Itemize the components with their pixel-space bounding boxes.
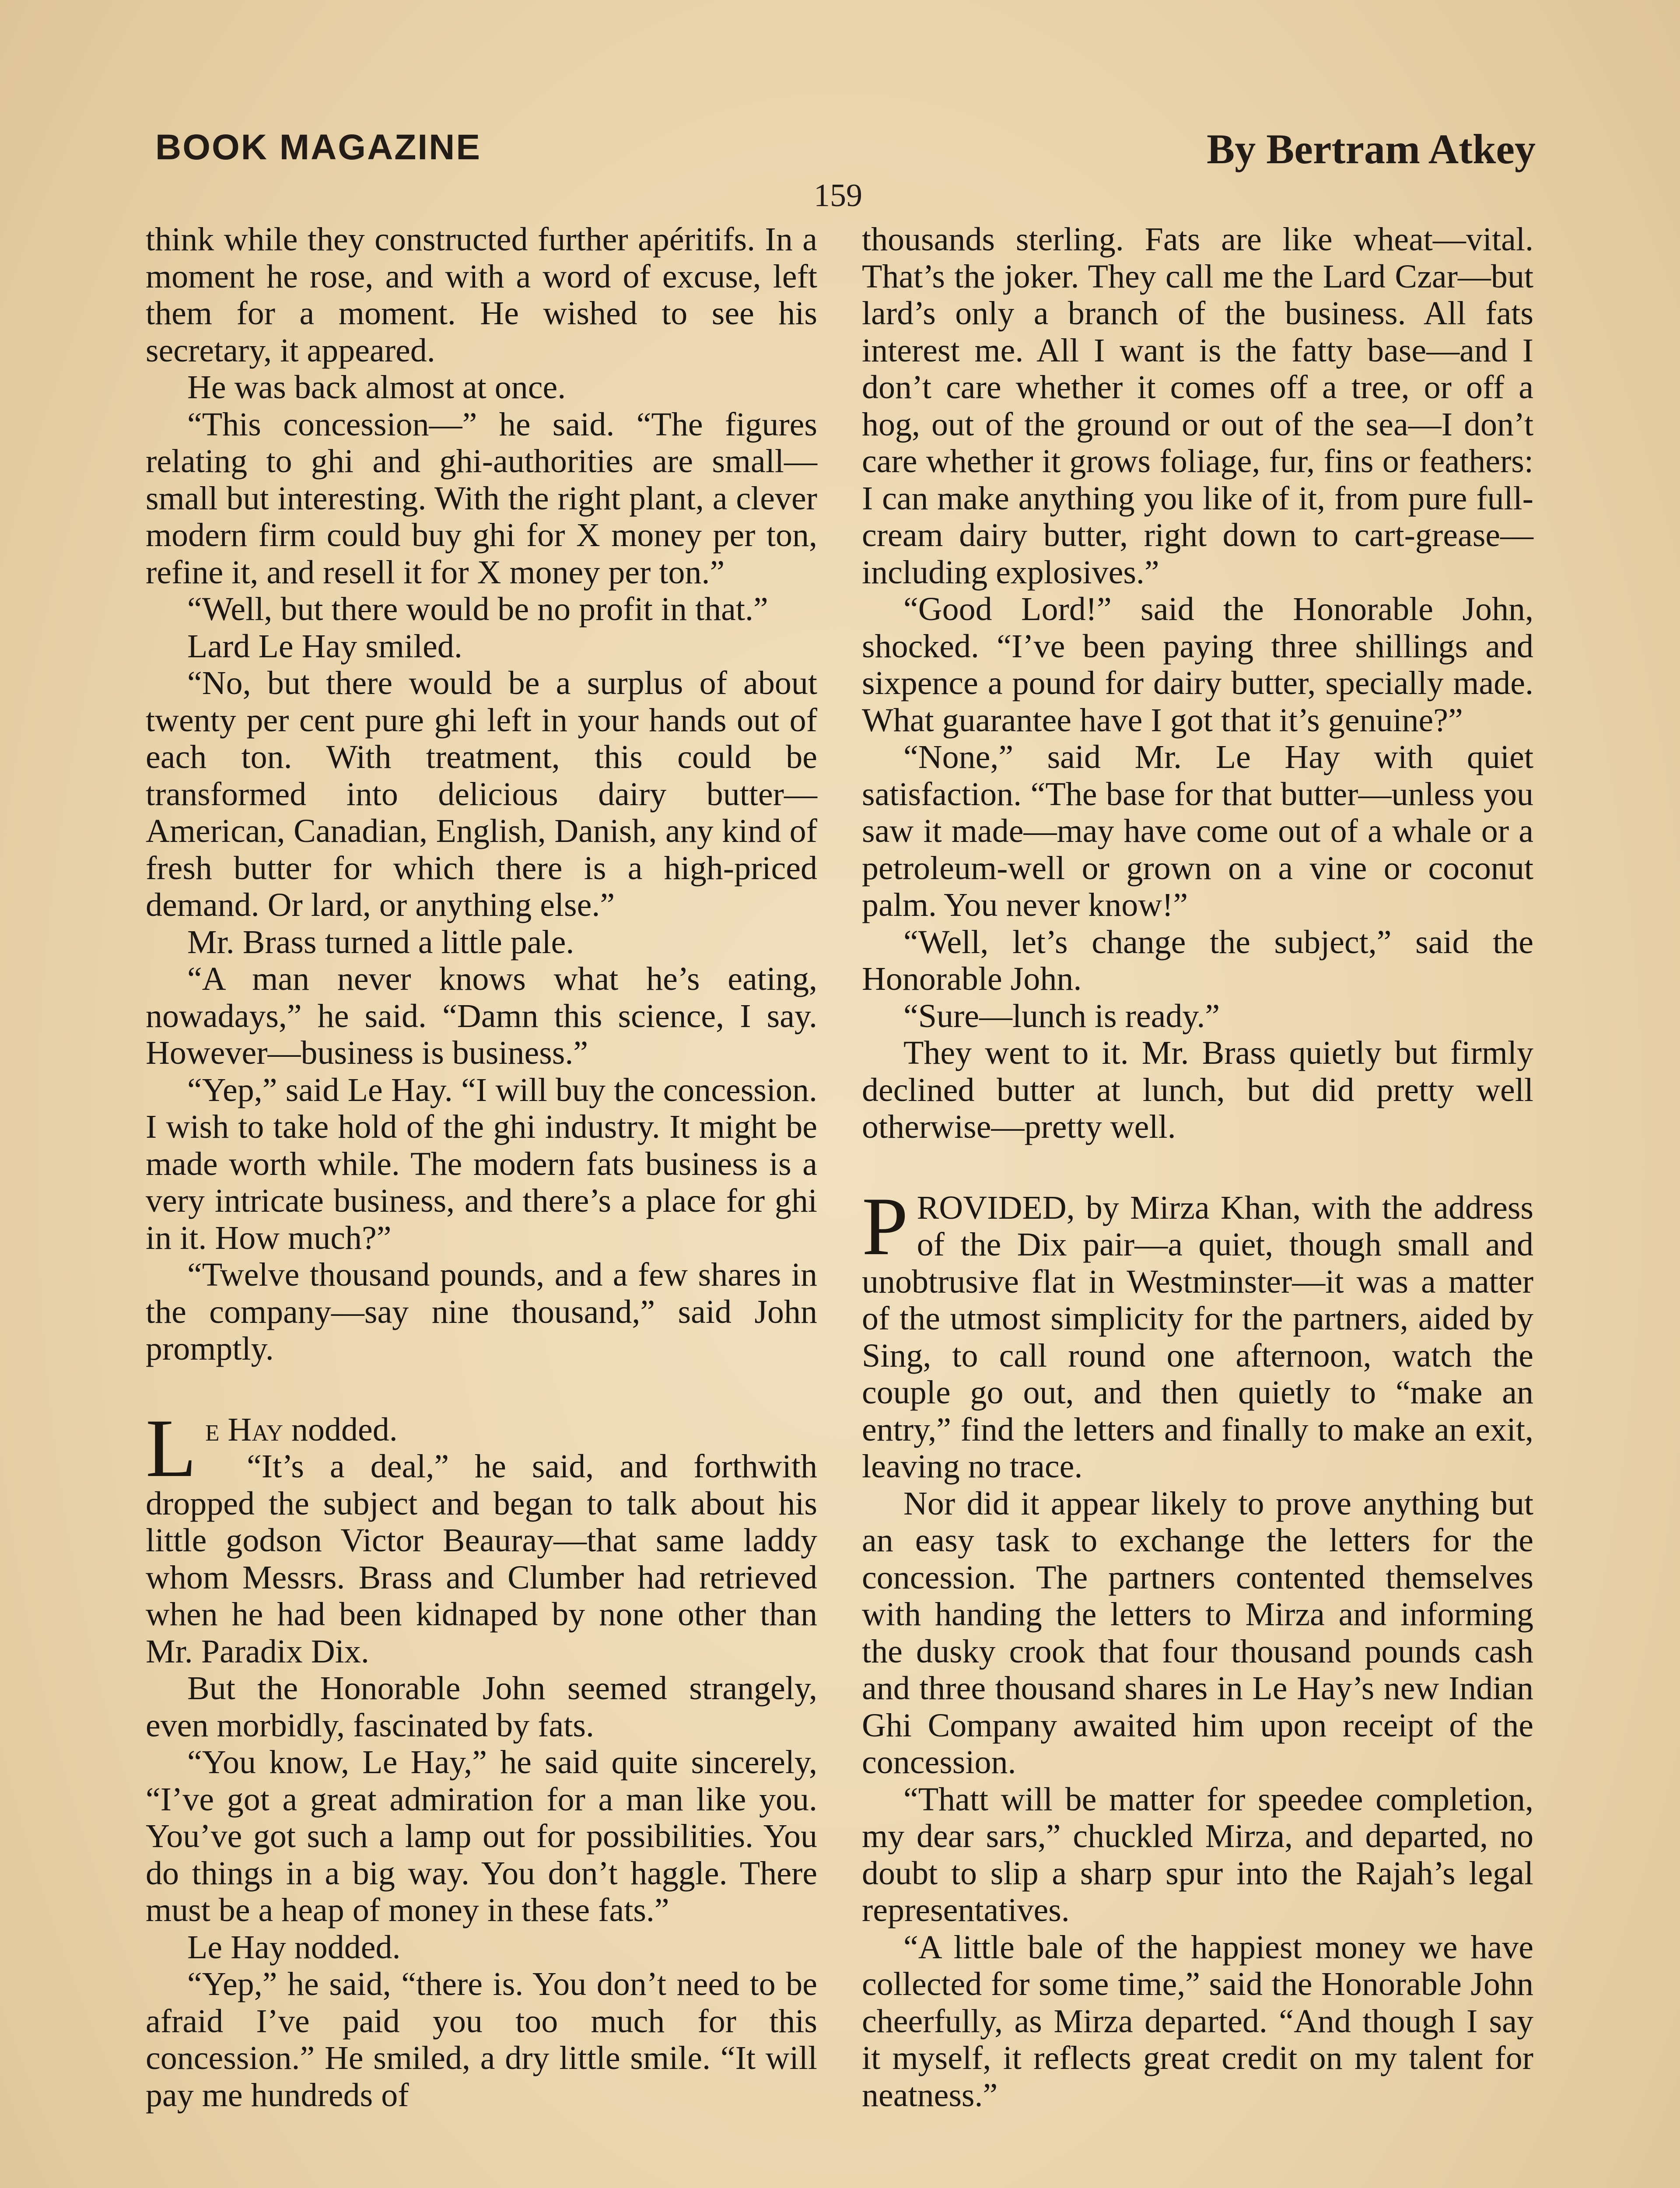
opening-text: nodded. (283, 1411, 398, 1448)
paragraph: “Well, but there would be no profit in that.” (187, 591, 768, 628)
paragraph: Mr. Brass turned a little pale. (187, 923, 574, 961)
drop-cap: P (862, 1180, 908, 1273)
paragraph: They went to it. Mr. Brass quietly but firmly declined butter at lunch, but did pretty well otherwise—pretty well. (862, 1034, 1533, 1145)
section-break (862, 1146, 1533, 1189)
magazine-title: BOOK MAGAZINE (155, 127, 482, 167)
drop-cap: L (146, 1402, 197, 1494)
opening-text: , by Mirza Khan, with the address of the Dix pair—a quiet, though small and unobtrusive flat in Westminster—it was a matter of the utmost simplicity for the partners, aided by Sing, to call round one afternoon, watch the couple go out, and then quietly to “make an entry,” find the letters and finally to make an exit, leaving no trace. (862, 1189, 1533, 1485)
paragraph: “It’s a deal,” he said, and forthwith dropped the subject and began to talk about his little godson Victor Beauray—that same laddy whom Messrs. Brass and Clumber had retrieved when he had been kidnaped by none other than Mr. Paradix Dix. (146, 1448, 817, 1670)
paragraph: “Yep,” said Le Hay. “I will buy the concession. I wish to take hold of the ghi industry. It might be made worth while. The modern fats business is a very intricate business, and there’s a place for ghi in it. How much?” (146, 1071, 817, 1256)
paragraph: But the Honorable John seemed strangely, even morbidly, fascinated by fats. (146, 1670, 817, 1744)
paragraph: thousands sterling. Fats are like wheat—vital. That’s the joker. They call me the Lard Czar—but lard’s only a branch of the business. All fats interest me. All I want is the fatty base—and I don’t care whether it comes off a tree, or off a hog, out of the ground or out of the sea—I don’t care whether it grows foliage, fur, fins or feathers: I can make anything you like of it, from pure full-cream dairy butter, right down to cart-grease—including explosives.” (862, 221, 1533, 591)
page-number: 159 (814, 178, 862, 214)
small-caps-lead: e Hay (205, 1411, 284, 1448)
paragraph: “Yep,” he said, “there is. You don’t need to be afraid I’ve paid you too much for this concession.” He smiled, a dry little smile. “It will pay me hundreds of (146, 1966, 817, 2114)
paragraph: “This concession—” he said. “The figures relating to ghi and ghi-authorities are small—small but interesting. With the right plant, a clever modern firm could buy ghi for X money per ton, refine it, and resell it for X money per ton.” (146, 406, 817, 591)
paragraph: “Well, let’s change the subject,” said the Honorable John. (862, 923, 1533, 997)
paragraph: Lard Le Hay smiled. (187, 628, 462, 665)
paragraph: think while they constructed further apéritifs. In a moment he rose, and with a word of excuse, left them for a moment. He wished to see his secretary, it appeared. (146, 221, 817, 369)
paragraph: “A man never knows what he’s eating, nowadays,” he said. “Damn this science, I say. However—business is business.” (146, 961, 817, 1071)
paragraph: Nor did it appear likely to prove anything but an easy task to exchange the letters for the concession. The partners contented themselves with handing the letters to Mirza and informing the dusky crook that four thousand pounds cash and three thousand shares in Le Hay’s new Indian Ghi Company awaited him upon receipt of the concession. (862, 1485, 1533, 1781)
section-opening (146, 1402, 817, 1494)
paragraph: “Sure—lunch is ready.” (903, 997, 1220, 1034)
paragraph: “You know, Le Hay,” he said quite sincerely, “I’ve got a great admiration for a man like you. You’ve got such a lamp out for possibilities. You do things in a big way. You don’t haggle. There must be a heap of money in these fats.” (146, 1744, 817, 1929)
section-break (146, 1368, 817, 1411)
paragraph: Le Hay nodded. (187, 1929, 401, 1966)
paragraph: He was back almost at once. (187, 369, 566, 406)
author-byline: By Bertram Atkey (1207, 126, 1536, 172)
right-column (862, 221, 1533, 2114)
left-column (146, 221, 817, 2114)
paragraph: “Thatt will be matter for speedee completion, my dear sars,” chuckled Mirza, and departed, no doubt to slip a sharp spur into the Rajah’s legal representatives. (862, 1781, 1533, 1929)
paragraph: “Good Lord!” said the Honorable John, shocked. “I’ve been paying three shillings and sixpence a pound for dairy butter, specially made. What guarantee have I got that it’s genuine?” (862, 591, 1533, 739)
caps-lead: ROVIDED (917, 1189, 1067, 1226)
section-opening (862, 1180, 1533, 1485)
paragraph: “None,” said Mr. Le Hay with quiet satisfaction. “The base for that butter—unless you saw it made—may have come out of a whale or a petroleum-well or grown on a vine or coconut palm. You never know!” (862, 739, 1533, 923)
paragraph: “No, but there would be a surplus of about twenty per cent pure ghi left in your hands out of each ton. With treatment, this could be transformed into delicious dairy butter—American, Canadian, English, Danish, any kind of fresh butter for which there is a high-priced demand. Or lard, or anything else.” (146, 665, 817, 923)
paragraph: “Twelve thousand pounds, and a few shares in the company—say nine thousand,” said John promptly. (146, 1256, 817, 1367)
paragraph: “A little bale of the happiest money we have collected for some time,” said the Honorable John cheerfully, as Mirza departed. “And though I say it myself, it reflects great credit on my talent for neatness.” (862, 1929, 1533, 2114)
